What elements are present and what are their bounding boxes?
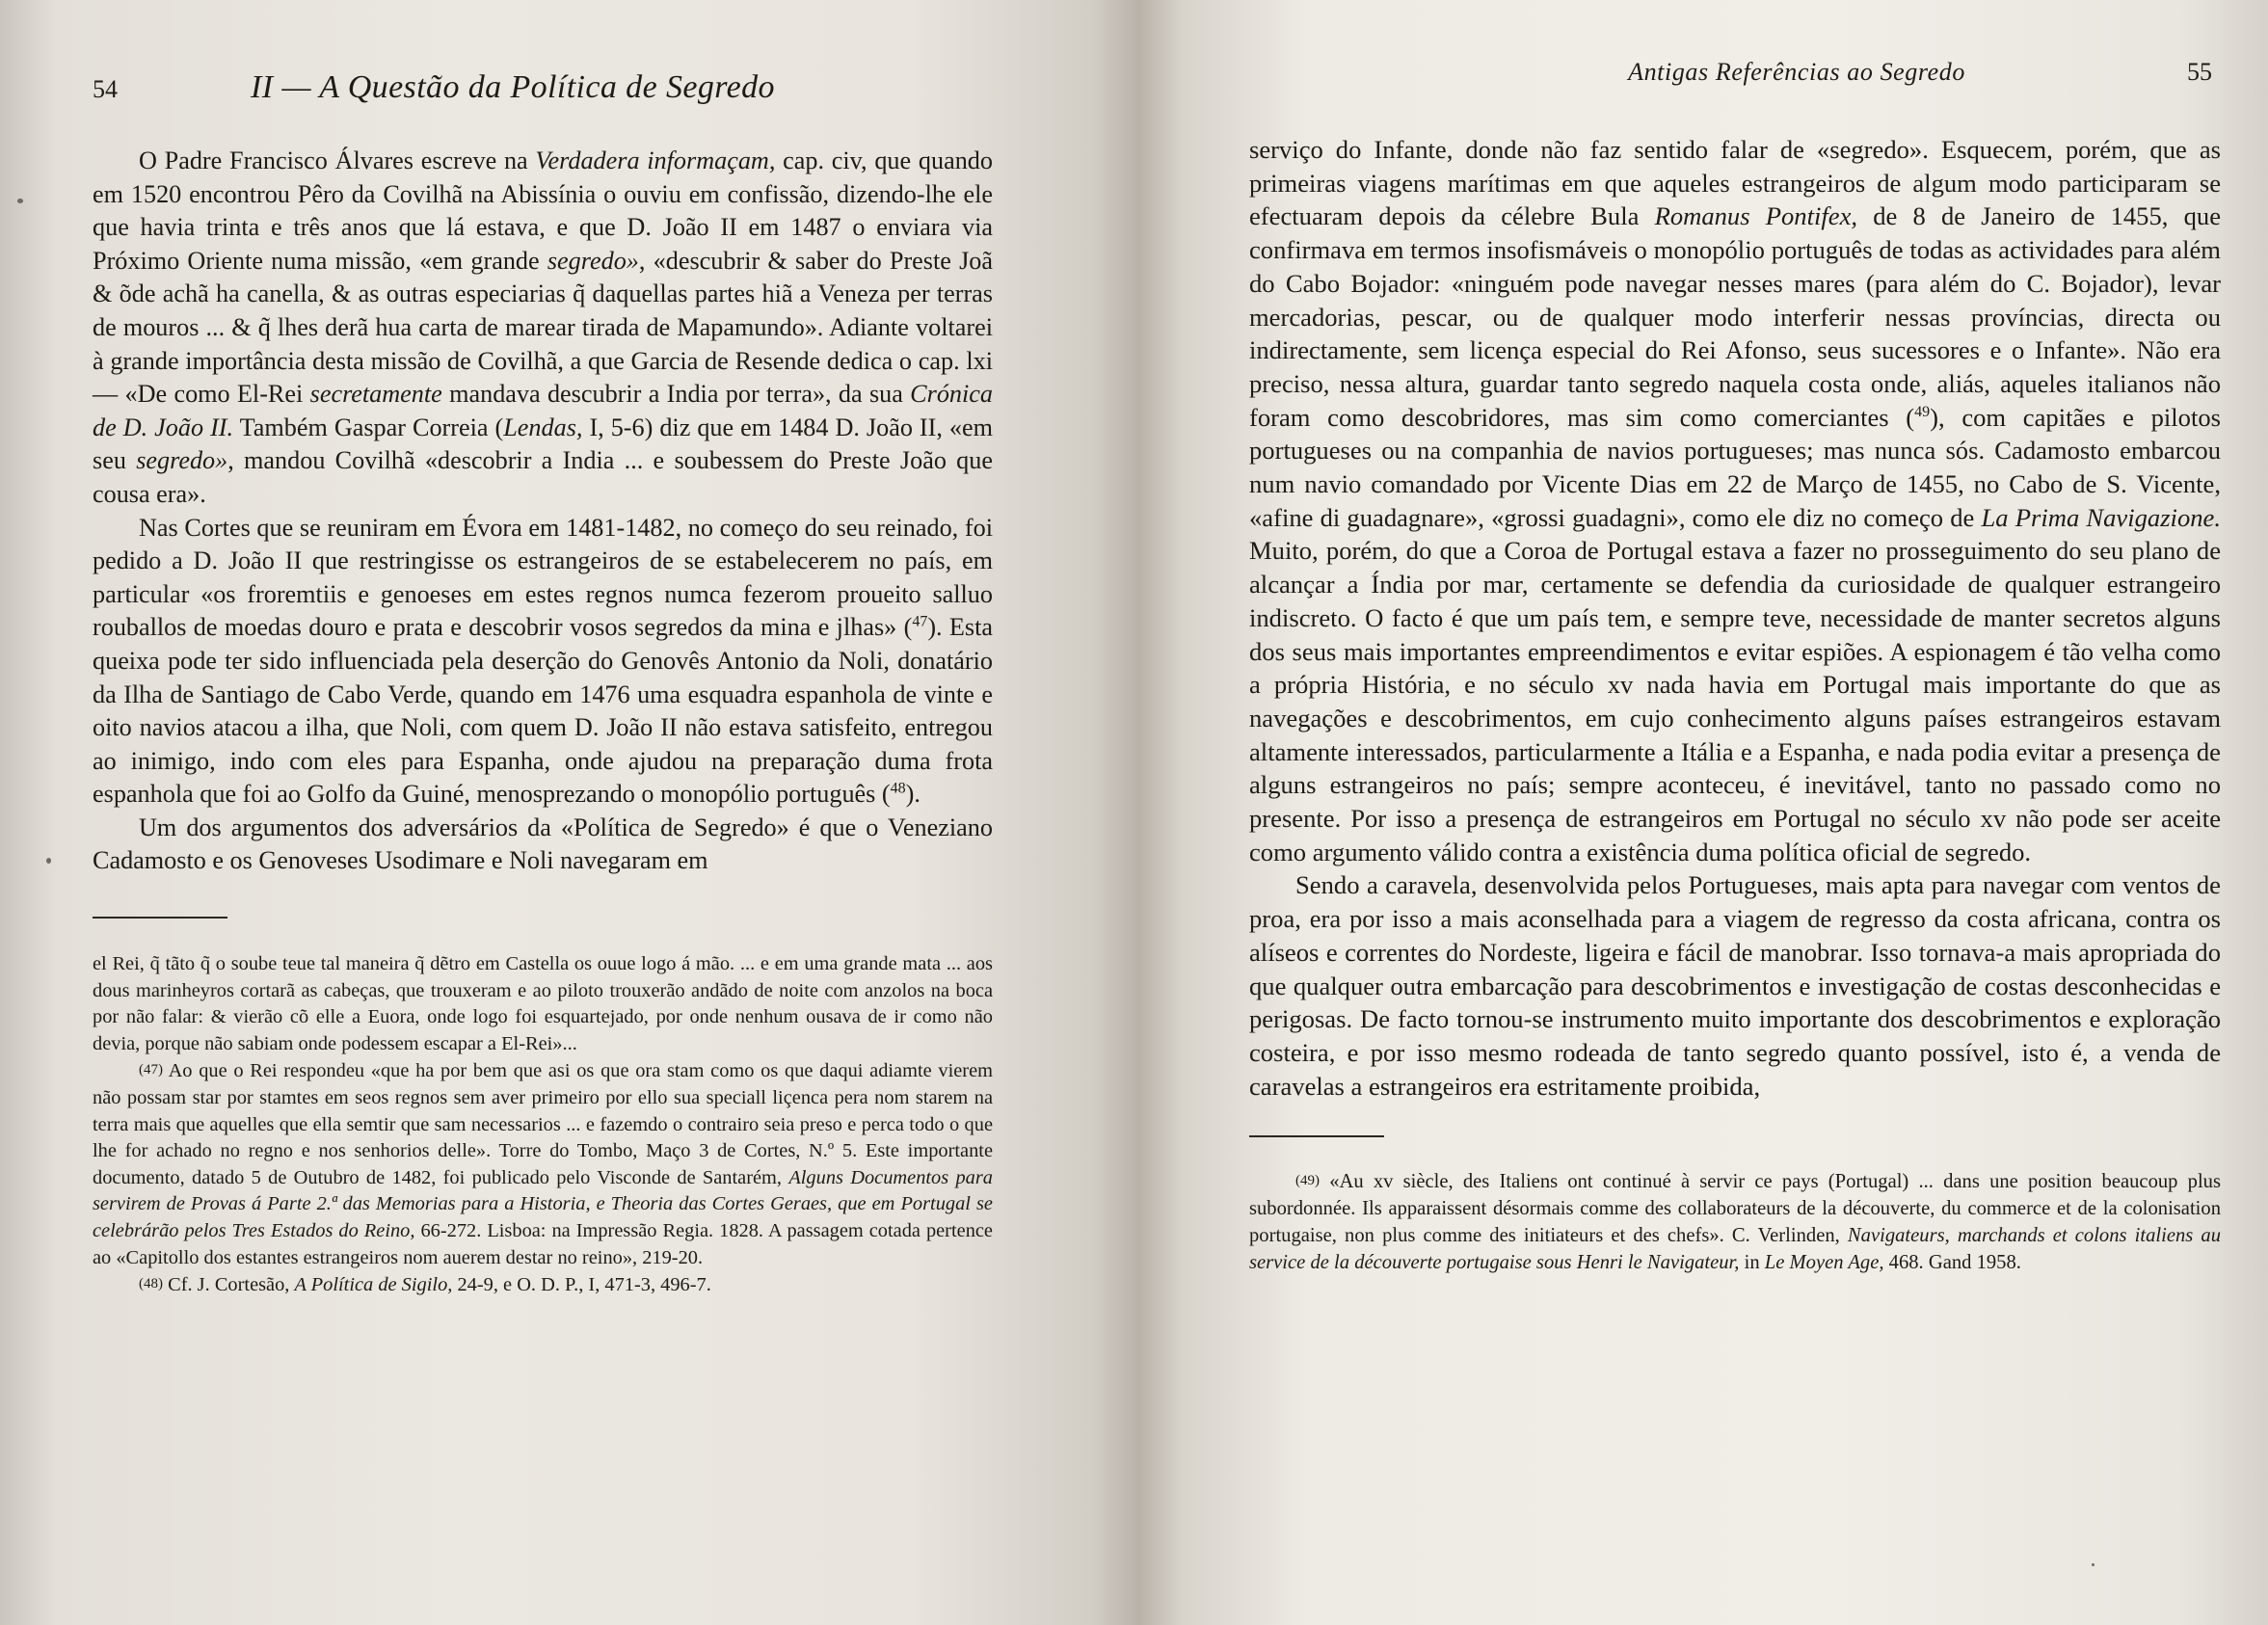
text-run: Nas Cortes que se reuniram em Évora em 1481-1482, no começo do seu reinado, foi pedido a D. João II que restringisse os estrangeiros de se estabelecerem no país, em particular «os froremtiis e genoeses em estes regnos numca fezerom proueito salluo rouballos de moedas douro e prata e descobrir vosos segredos da mina e jlhas» ( xyxy=(93,513,993,642)
text-run: Muito, porém, do que a Coroa de Portugal estava a fazer no prosseguimento do seu plano de alcançar a Índia por mar, certamente se defendia da curiosidade de qualquer estrangeiro indiscreto. O facto é que um país tem, e sempre teve, necessidade de manter secretos alguns dos seus mais importantes empreendimentos e evitar espiões. A espionagem é tão velha como a própria História, e no século xv nada havia em Portugal mais importante do que as navegações e descobrimentos, em cujo conhecimento alguns países estrangeiros estavam altamente interessados, particularmente a Itália e a Espanha, e nada podia evitar a presença de alguns estrangeiros no país; sempre aconteceu, é inevitável, tanto no passado como no presente. Por isso a presença de estrangeiros em Portugal no século xv não pode ser aceite como argumento válido contra a existência duma política oficial de segredo. xyxy=(1249,536,2221,866)
text-run: el Rei, q̃ tãto q̃ o soube teue tal maneira q̃ dẽtro em Castella os ouue logo á mão. ... e em uma grande mata ... aos dous marinheyros cortarã as cabeças, que trouxeram e ao piloto trouxerão andãdo de noite com anzolos na boca por não falar: & vierão cõ elle a Euora, onde logo foi esquartejado, por onde nenhum ousava de ir como não devia, porque não sabiam onde podessem escapar a El-Rei»... xyxy=(93,953,993,1054)
text-run: Sendo a caravela, desenvolvida pelos Portugueses, mais apta para navegar com ventos de proa, era por isso a mais aconselhada para a viagem de regresso da costa africana, contra os alíseos e correntes do Nordeste, ligeira e fácil de manobrar. Isso tornava-a mais apropriada do que qualquer outra embarcação para descobrimentos e investigação de costas desconhecidas e perigosas. De facto tornou-se instrumento muito importante dos descobrimentos e exploração costeira, e por isso mesmo rodeada de tanto segredo quanto possível, isto é, a venda de caravelas a estrangeiros era estritamente proibida, xyxy=(1249,870,2221,1101)
right-page xyxy=(1137,0,2268,1625)
text-run: 468. Gand 1958. xyxy=(1883,1251,2021,1273)
left-running-title: II — A Questão da Política de Segredo xyxy=(251,69,775,105)
text-run: Ao que o Rei respondeu «que ha por bem que asi os que ora stam como os que daqui adiamte vierem não possam star por stamtes em seos regnos sem aver primeiro por ello sua speciall liçenca pera nom starem na terra mais que aquelles que ella semtir que sam necessarios ... e fazemdo o contrairo seia preso e perca todo o que lhe for achado no regno e nos senhorios delle». Torre do Tombo, Maço 3 de Cortes, N.º 5. Este importante documento, datado 5 de Outubro de 1482, foi publicado pelo Visconde de Santarém, xyxy=(93,1060,993,1188)
paper-speck xyxy=(46,858,51,864)
right-running-title: Antigas Referências ao Segredo xyxy=(1628,58,1965,86)
footnote-reference: 48 xyxy=(890,780,906,797)
italic-text: segredo» xyxy=(547,246,639,275)
italic-text: Crónica de D. João II. xyxy=(93,380,994,441)
right-footnote-rule xyxy=(1249,1135,1384,1137)
footnote-number: (47) xyxy=(139,1062,163,1079)
italic-text: Romanus Pontifex, xyxy=(1654,201,1858,231)
body-paragraph xyxy=(93,145,993,512)
italic-text: Navigateurs, marchands et colons italiens au service de la découverte portugaise sous Henri le Navigateur, xyxy=(1249,1224,2222,1273)
text-run: Também Gaspar Correia ( xyxy=(233,413,504,441)
footnote xyxy=(93,1057,993,1271)
left-page-number: 54 xyxy=(93,75,118,103)
text-run: , «descubrir & saber do Preste Joã & õde achã ha canella, & as outras especiarias q̃ daquellas partes hiã a Veneza per terras de mouros ... & q̃ lhes derã hua carta de marear tirada de Mapamundo». Adiante voltarei à grande importância desta missão de Covilhã, a que Garcia de Resende dedica o cap. lxi — «De como El-Rei xyxy=(93,246,994,409)
body-paragraph xyxy=(1249,133,2221,868)
text-run: «Au xv siècle, des Italiens ont continué à servir ce pays (Portugal) ... dans une position beaucoup plus subordonnée. Ils apparaissent désormais comme des collaborateurs de la découverte, du commerce et de la colonisation portugaise, non plus comme des initiateurs et des chefs». C. Verlinden, xyxy=(1249,1171,2221,1246)
text-run: cap. civ, que quando em 1520 encontrou Pêro da Covilhã na Abissínia o ouviu em confissão, dizendo-lhe ele que havia trinta e três anos que lá estava, e que D. João II em 1487 o enviara via Próximo Oriente numa missão, «em grande xyxy=(93,147,993,275)
right-body-text xyxy=(1249,133,2221,1103)
footnote xyxy=(93,951,993,1057)
italic-text: A Política de Sigilo, xyxy=(294,1274,453,1296)
paper-speck xyxy=(17,199,23,203)
italic-text: Verdadera informaçam, xyxy=(535,147,776,174)
left-body-text xyxy=(93,145,993,878)
text-run: 66-272. Lisboa: na Impressão Regia. 1828. A passagem cotada pertence ao «Capitollo dos estantes estrangeiros nom auerem destar no reino», 219-20. xyxy=(93,1220,993,1268)
text-run: in xyxy=(1739,1251,1765,1273)
body-paragraph xyxy=(1249,868,2221,1103)
italic-text: segredo» xyxy=(136,446,228,475)
text-run: , mandou Covilhã «descobrir a India ... e soubessem do Preste João que cousa era». xyxy=(93,446,993,508)
text-run: mandava descubrir a India por terra», da sua xyxy=(441,380,911,409)
text-run: Cf. J. Cortesão, xyxy=(163,1274,295,1296)
italic-text: La Prima Navigazione. xyxy=(1981,502,2221,532)
text-run: I, 5-6) diz que em 1484 D. João II, «em seu xyxy=(93,413,994,475)
right-page-number: 55 xyxy=(2187,58,2212,86)
footnote-number: (48) xyxy=(139,1276,163,1292)
left-running-head xyxy=(93,69,993,123)
left-footnotes xyxy=(93,951,993,1299)
footnote xyxy=(1249,1168,2221,1276)
text-run: 24-9, e O. D. P., I, 471-3, 496-7. xyxy=(452,1274,711,1296)
body-paragraph xyxy=(93,512,993,812)
footnote-number: (49) xyxy=(1295,1173,1320,1189)
italic-text: Le Moyen Age, xyxy=(1764,1251,1884,1273)
text-run: ), com capitães e pilotos portugueses ou na companhia de navios portugueses; mas nunca sós. Cadamosto embarcou num navio comandado por Vicente Dias em 22 de Março de 1455, no Cabo de S. Vicente, «afine di guadagnare», «grossi guadagni», como ele diz no começo de xyxy=(1249,402,2221,532)
footnote-reference: 47 xyxy=(912,613,928,630)
italic-text: secretamente xyxy=(309,380,442,409)
text-run: ). xyxy=(905,780,921,809)
right-running-head xyxy=(1249,58,2222,112)
text-run: ). Esta queixa pode ter sido influenciada pela deserção do Genovês Antonio da Noli, donatário da Ilha de Santiago de Cabo Verde, quando em 1476 uma esquadra espanhola de vinte e oito navios atacou a ilha, que Noli, com quem D. João II não estava satisfeito, entregou ao inimigo, indo com eles para Espanha, onde ajudou na preparação duma frota espanhola que foi ao Golfo da Guiné, menosprezando o monopólio português ( xyxy=(93,613,994,809)
italic-text: Alguns Documentos para servirem de Provas á Parte 2.ª das Memorias para a Historia, e Theoria das Cortes Geraes, que em Portugal se celebrárão pelos Tres Estados do Reino, xyxy=(93,1166,993,1241)
footnote xyxy=(93,1271,993,1299)
right-footnotes xyxy=(1249,1168,2221,1276)
text-run: serviço do Infante, donde não faz sentido falar de «segredo». Esquecem, porém, que as primeiras viagens marítimas em que aqueles estrangeiros de algum modo participaram se efectuaram depois da célebre Bula xyxy=(1249,135,2221,231)
paper-speck xyxy=(2092,1563,2095,1566)
footnote-reference: 49 xyxy=(1914,403,1931,420)
text-run: Um dos argumentos dos adversários da «Política de Segredo» é que o Veneziano Cadamosto e os Genoveses Usodimare e Noli navegaram em xyxy=(93,812,993,875)
body-paragraph xyxy=(93,812,993,878)
italic-text: Lendas, xyxy=(503,413,583,441)
text-run: de 8 de Janeiro de 1455, que confirmava em termos insofismáveis o monopólio português de todas as actividades para além do Cabo Bojador: «ninguém pode navegar nesses mares (para além do C. Bojador), levar mercadorias, pescar, ou de qualquer modo interferir nessas províncias, directa ou indirectamente, sem licença especial do Rei Afonso, seus sucessores e o Infante». Não era preciso, nessa altura, guardar tanto segredo naquela costa onde, aliás, aqueles italianos não foram como descobridores, mas sim como comerciantes ( xyxy=(1249,201,2221,432)
text-run: O Padre Francisco Álvares escreve na xyxy=(139,147,536,174)
left-footnote-rule xyxy=(93,917,227,919)
